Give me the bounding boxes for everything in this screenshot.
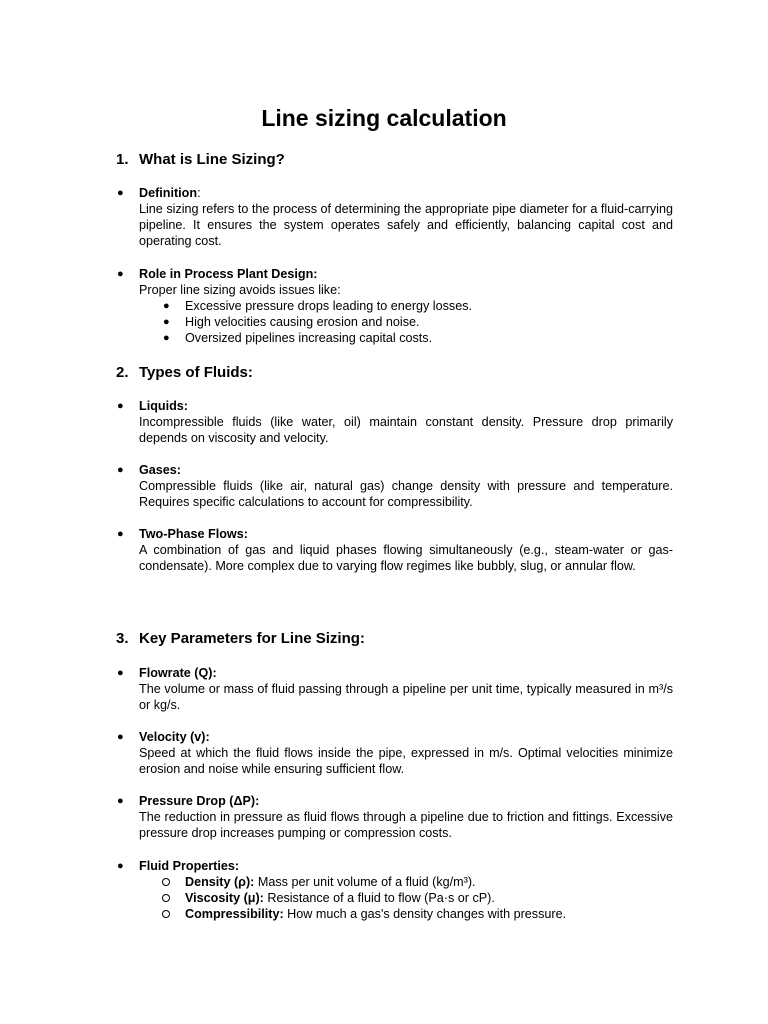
section-1-title: What is Line Sizing? <box>139 151 285 168</box>
velocity-item <box>117 729 673 777</box>
flowrate-label: Flowrate (Q): <box>139 666 217 680</box>
definition-label: Definition: <box>139 186 201 200</box>
bullet-icon: ● <box>117 860 124 872</box>
section-3-heading <box>116 629 365 649</box>
two-phase-item <box>117 526 673 574</box>
section-2-number: 2. <box>116 364 129 381</box>
velocity-text: Speed at which the fluid flows inside the pipe, expressed in m/s. Optimal velocities minimize erosion and noise while ensuring sufficient flow. <box>139 746 673 776</box>
flowrate-text: The volume or mass of fluid passing through a pipeline per unit time, typically measured in m³/s or kg/s. <box>139 682 673 712</box>
fluid-properties-list <box>139 874 673 922</box>
bullet-icon: ● <box>117 795 124 807</box>
bullet-icon: ● <box>117 400 124 412</box>
liquids-label: Liquids: <box>139 399 188 413</box>
definition-text: Line sizing refers to the process of determining the appropriate pipe diameter for a fluid-carrying pipeline. It ensures the system operates safely and efficiently, balancing capital cost and operating cost. <box>139 202 673 248</box>
role-label: Role in Process Plant Design: <box>139 267 318 281</box>
bullet-icon: ● <box>117 187 124 199</box>
list-item: ● Oversized pipelines increasing capital costs. <box>163 331 433 345</box>
page-title: Line sizing calculation <box>261 105 507 131</box>
bullet-icon: ● <box>117 464 124 476</box>
section-1-number: 1. <box>116 151 129 168</box>
section-3-number: 3. <box>116 630 129 647</box>
two-phase-label: Two-Phase Flows: <box>139 527 248 541</box>
hollow-bullet-icon <box>162 878 170 886</box>
section-2-title: Types of Fluids: <box>139 364 253 381</box>
hollow-bullet-icon <box>162 894 170 902</box>
hollow-bullet-icon <box>162 910 170 918</box>
definition-item <box>117 185 673 249</box>
list-item: ● Excessive pressure drops leading to energy losses. <box>163 299 473 313</box>
role-text: Proper line sizing avoids issues like: <box>139 283 341 297</box>
bullet-icon: ● <box>163 300 170 312</box>
section-3-title: Key Parameters for Line Sizing: <box>139 630 365 647</box>
list-item: Density (ρ): Mass per unit volume of a fluid (kg/m³). <box>139 874 673 890</box>
bullet-icon: ● <box>163 332 170 344</box>
role-issue-list <box>139 298 673 346</box>
gases-text: Compressible fluids (like air, natural gas) change density with pressure and temperature. Requires specific calculations to account for compressibility. <box>139 479 673 509</box>
gases-label: Gases: <box>139 463 182 477</box>
section-1-heading <box>116 150 285 170</box>
list-item: Compressibility: How much a gas's density changes with pressure. <box>139 906 673 922</box>
list-item: ● High velocities causing erosion and noise. <box>163 315 420 329</box>
pressure-drop-label: Pressure Drop (ΔP): <box>139 794 260 808</box>
bullet-icon: ● <box>117 268 124 280</box>
bullet-icon: ● <box>117 731 124 743</box>
gases-item <box>117 462 673 510</box>
flowrate-item <box>117 665 673 713</box>
fluid-properties-item <box>117 858 673 922</box>
velocity-label: Velocity (v): <box>139 730 210 744</box>
pressure-drop-item <box>117 793 673 841</box>
list-item: Viscosity (μ): Resistance of a fluid to flow (Pa·s or cP). <box>139 890 673 906</box>
pressure-drop-text: The reduction in pressure as fluid flows through a pipeline due to friction and fittings. Excessive pressure drop increases pumping or compression costs. <box>139 810 673 840</box>
liquids-item <box>117 398 673 446</box>
bullet-icon: ● <box>163 316 170 328</box>
liquids-text: Incompressible fluids (like water, oil) maintain constant density. Pressure drop primarily depends on viscosity and velocity. <box>139 415 673 445</box>
role-item <box>117 266 673 346</box>
section-2-heading <box>116 363 253 383</box>
bullet-icon: ● <box>117 667 124 679</box>
fluid-properties-label: Fluid Properties: <box>139 859 240 873</box>
two-phase-text: A combination of gas and liquid phases flowing simultaneously (e.g., steam-water or gas-condensate). More complex due to varying flow regimes like bubbly, slug, or annular flow. <box>139 543 673 573</box>
bullet-icon: ● <box>117 528 124 540</box>
